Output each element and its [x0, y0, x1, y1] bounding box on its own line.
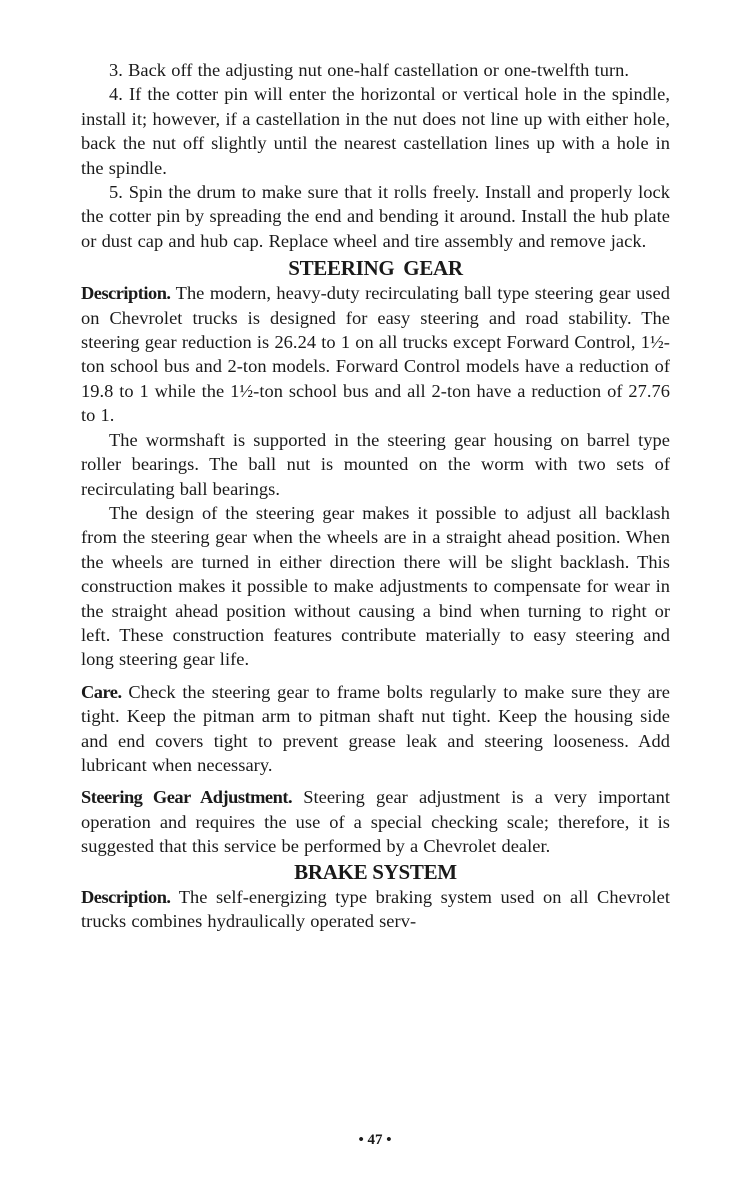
- step-number: 5.: [109, 182, 123, 203]
- steering-gear-heading: STEERING GEAR: [288, 256, 463, 281]
- step-4-paragraph: [81, 82, 670, 180]
- step-text: Back off the adjusting nut one-half castellation or one-twelfth turn.: [128, 60, 630, 80]
- step-3-paragraph: [81, 58, 670, 82]
- wormshaft-paragraph: The wormshaft is supported in the steering gear housing on barrel type roller bearings. The ball nut is mounted on the worm with two sets of recirculating ball bearings.: [81, 429, 670, 499]
- description-label: Description.: [81, 283, 171, 304]
- step-text: If the cotter pin will enter the horizontal or vertical hole in the spindle, install it; however, if a castellation in the nut does not line up with either hole, back the nut off slightly until the nearest castellation lines up with a hole in the spindle.: [81, 84, 670, 178]
- adjustment-paragraph: [81, 785, 670, 858]
- step-text: Spin the drum to make sure that it rolls freely. Install and properly lock the cotter pin by spreading the end and bending it around. Install the hub plate or dust cap and hub cap. Replace wheel and tire assembly and remove jack.: [81, 182, 670, 251]
- step-number: 3.: [109, 60, 123, 80]
- step-number: 4.: [109, 84, 123, 105]
- description-text: The modern, heavy-duty recirculating ball type steering gear used on Chevrolet trucks is designed for easy steering and road stability. The steering gear reduction is 26.24 to 1 on all trucks except Forward Control, 1½-ton school bus and 2-ton models. Forward Control models have a reduction of 19.8 to 1 while the 1½-ton school bus and all 2-ton have a reduction of 27.76 to 1.: [81, 283, 670, 426]
- steering-description-paragraph: [81, 281, 670, 427]
- brake-description-paragraph: [81, 885, 670, 934]
- care-paragraph: [81, 680, 670, 778]
- care-label: Care.: [81, 681, 122, 702]
- step-5-paragraph: [81, 180, 670, 253]
- brake-system-heading: BRAKE SYSTEM: [294, 859, 457, 884]
- document-page: [81, 58, 670, 933]
- description-label: Description.: [81, 886, 171, 907]
- care-text: Check the steering gear to frame bolts regularly to make sure they are tight. Keep the pitman arm to pitman shaft nut tight. Keep the housing side and end covers tight to prevent grease leak and steering looseness. Add lubricant when necessary.: [81, 681, 670, 775]
- adjustment-label: Steering Gear Adjustment.: [81, 787, 293, 808]
- description-text: The self-energizing type braking system used on all Chevrolet trucks combines hydraulically operated serv-: [81, 886, 670, 931]
- adjustment-text: Steering gear adjustment is a very important operation and requires the use of a special checking scale; therefore, it is suggested that this service be performed by a Chevrolet dealer.: [81, 787, 671, 857]
- design-paragraph: The design of the steering gear makes it possible to adjust all backlash from the steering gear when the wheels are in a straight ahead position. When the wheels are turned in either direction there will be slight backlash. This construction makes it possible to make adjustments to compensate for wear in the straight ahead position without causing a bind when turning to right or left. These construction features contribute materially to easy steering and long steering gear life.: [81, 502, 670, 670]
- page-number: • 47 •: [358, 1132, 392, 1148]
